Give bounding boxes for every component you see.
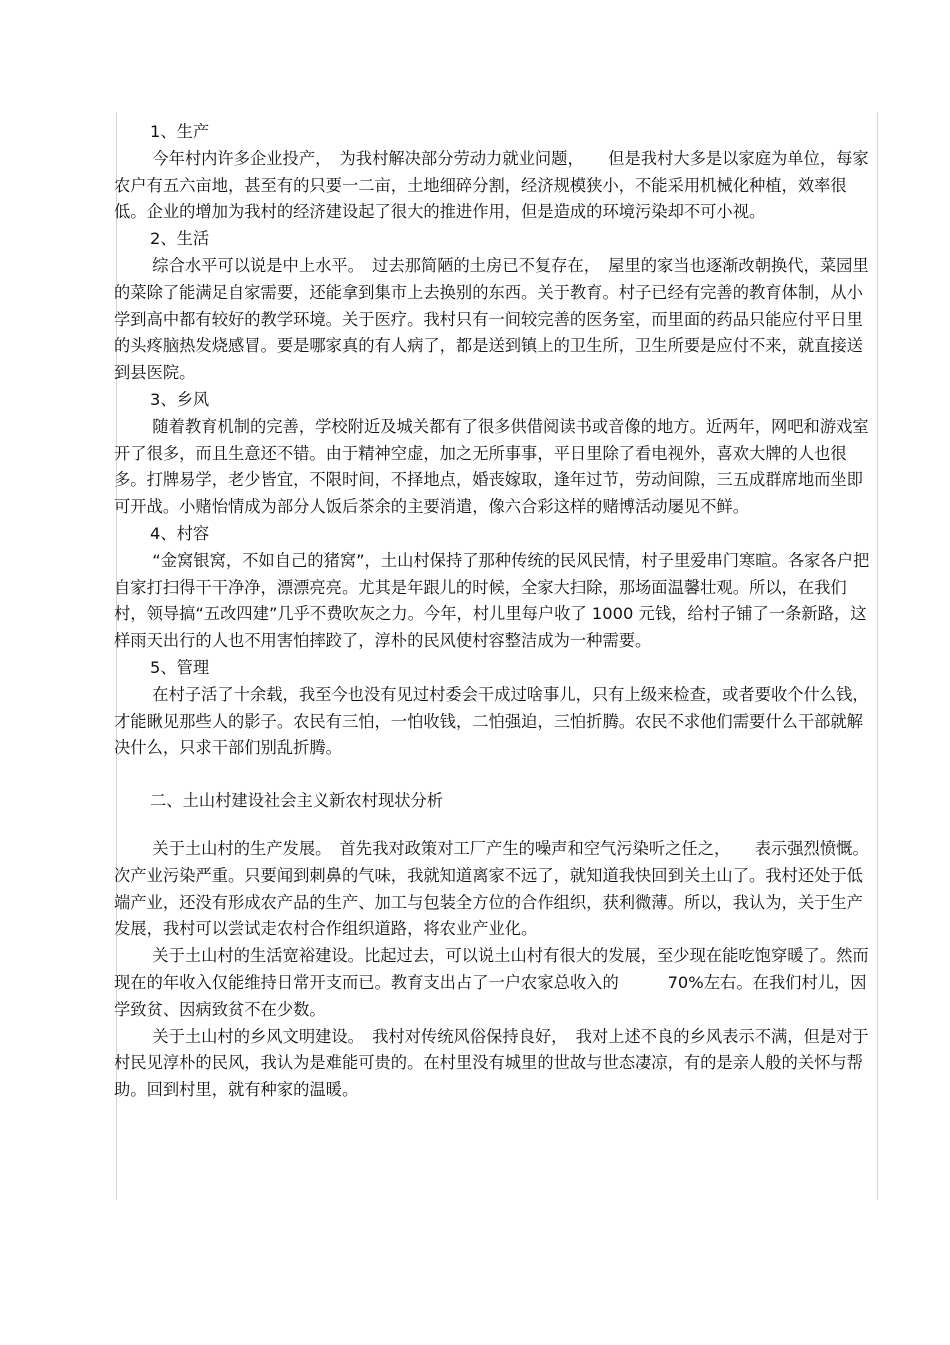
section-spacer xyxy=(114,815,874,836)
paragraph-civilized-customs: 关于土山村的乡风文明建设。 我村对传统风俗保持良好， 我对上述不良的乡风表示不满，但是对于村民见淳朴的民风，我认为是难能可贵的。在村里没有城里的世故与世态凄凉，有的是亲人般的关怀与帮助。回到村里，就有种家的温暖。 xyxy=(114,1026,869,1100)
document-body xyxy=(114,119,874,1104)
heading-management: 5、管理 xyxy=(150,657,210,677)
paragraph-customs: 随着教育机制的完善，学校附近及城关都有了很多供借阅读书或音像的地方。近两年，网吧和游戏室开了很多，而且生意还不错。由于精神空虚，加之无所事事，平日里除了看电视外，喜欢大牌的人也很多。打牌易学，老少皆宜，不限时间，不择地点，婚丧嫁取，逢年过节，劳动间隙，三五成群席地而坐即可开战。小赌怡情成为部分人饭后茶余的主要消遣，像六合彩这样的赌博活动屡见不鲜。 xyxy=(114,416,869,517)
paragraph-life: 综合水平可以说是中上水平。 过去那简陋的土房已不复存在， 屋里的家当也逐渐改朝换代，菜园里的菜除了能满足自家需要，还能拿到集市上去换别的东西。关于教育。村子已经有完善的教育体制，从小学到高中都有较好的教学环境。关于医疗。我村只有一间较完善的医务室，而里面的药品只能应付平日里的头疼脑热发烧感冒。要是哪家真的有人病了，都是送到镇上的卫生所，卫生所要是应付不来，就直接送到县医院。 xyxy=(114,255,869,383)
paragraph-village-appearance: “金窝银窝，不如自己的猪窝”，土山村保持了那种传统的民风民情，村子里爱串门寒暄。各家各户把自家打扫得干干净净，漂漂亮亮。尤其是年跟儿的时候，全家大扫除，那场面温馨壮观。所以，在我们村，领导搞“五改四建”几乎不费吹灰之力。今年，村儿里每户收了 1000 元钱，给村子铺了一条新路，这样雨天出行的人也不用害怕摔跤了，淳朴的民风使村容整洁成为一种需要。 xyxy=(114,550,870,651)
section-title: 二、土山村建设社会主义新农村现状分析 xyxy=(150,791,444,811)
heading-village-appearance: 4、村容 xyxy=(150,523,210,543)
paragraph-management: 在村子活了十余载，我至今也没有见过村委会干成过啥事儿，只有上级来检查，或者要收个什么钱，才能瞅见那些人的影子。农民有三怕，一怕收钱，二怕强迫，三怕折腾。农民不求他们需要什么干部就解决什么，只求干部们别乱折腾。 xyxy=(114,684,869,758)
paragraph-production: 今年村内许多企业投产， 为我村解决部分劳动力就业问题， 但是我村大多是以家庭为单位，每家农户有五六亩地，甚至有的只要一二亩，土地细碎分割，经济规模狭小，不能采用机械化种植，效率很低。企业的增加为我村的经济建设起了很大的推进作用，但是造成的环境污染却不可小视。 xyxy=(114,148,869,222)
heading-life: 2、生活 xyxy=(150,229,210,249)
paragraph-living-standard: 关于土山村的生活宽裕建设。比起过去，可以说土山村有很大的发展，至少现在能吃饱穿暖了。然而现在的年收入仅能维持日常开支而已。教育支出占了一户农家总收入的 70%左右。在我们村儿，因学致贫、因病致贫不在少数。 xyxy=(114,946,869,1019)
section-spacer xyxy=(114,762,874,788)
right-margin-rule xyxy=(877,112,878,1200)
heading-customs: 3、乡风 xyxy=(150,389,210,409)
paragraph-production-development: 关于土山村的生产发展。 首先我对政策对工厂产生的噪声和空气污染听之任之， 表示强烈愤慨。次产业污染严重。只要闻到刺鼻的气味，我就知道离家不远了，就知道我快回到关土山了。我村还处于低端产业，还没有形成农产品的生产、加工与包装全方位的合作组织，获利微薄。所以，我认为，关于生产发展，我村可以尝试走农村合作组织道路，将农业产业化。 xyxy=(114,838,869,939)
heading-production: 1、生产 xyxy=(150,122,210,141)
